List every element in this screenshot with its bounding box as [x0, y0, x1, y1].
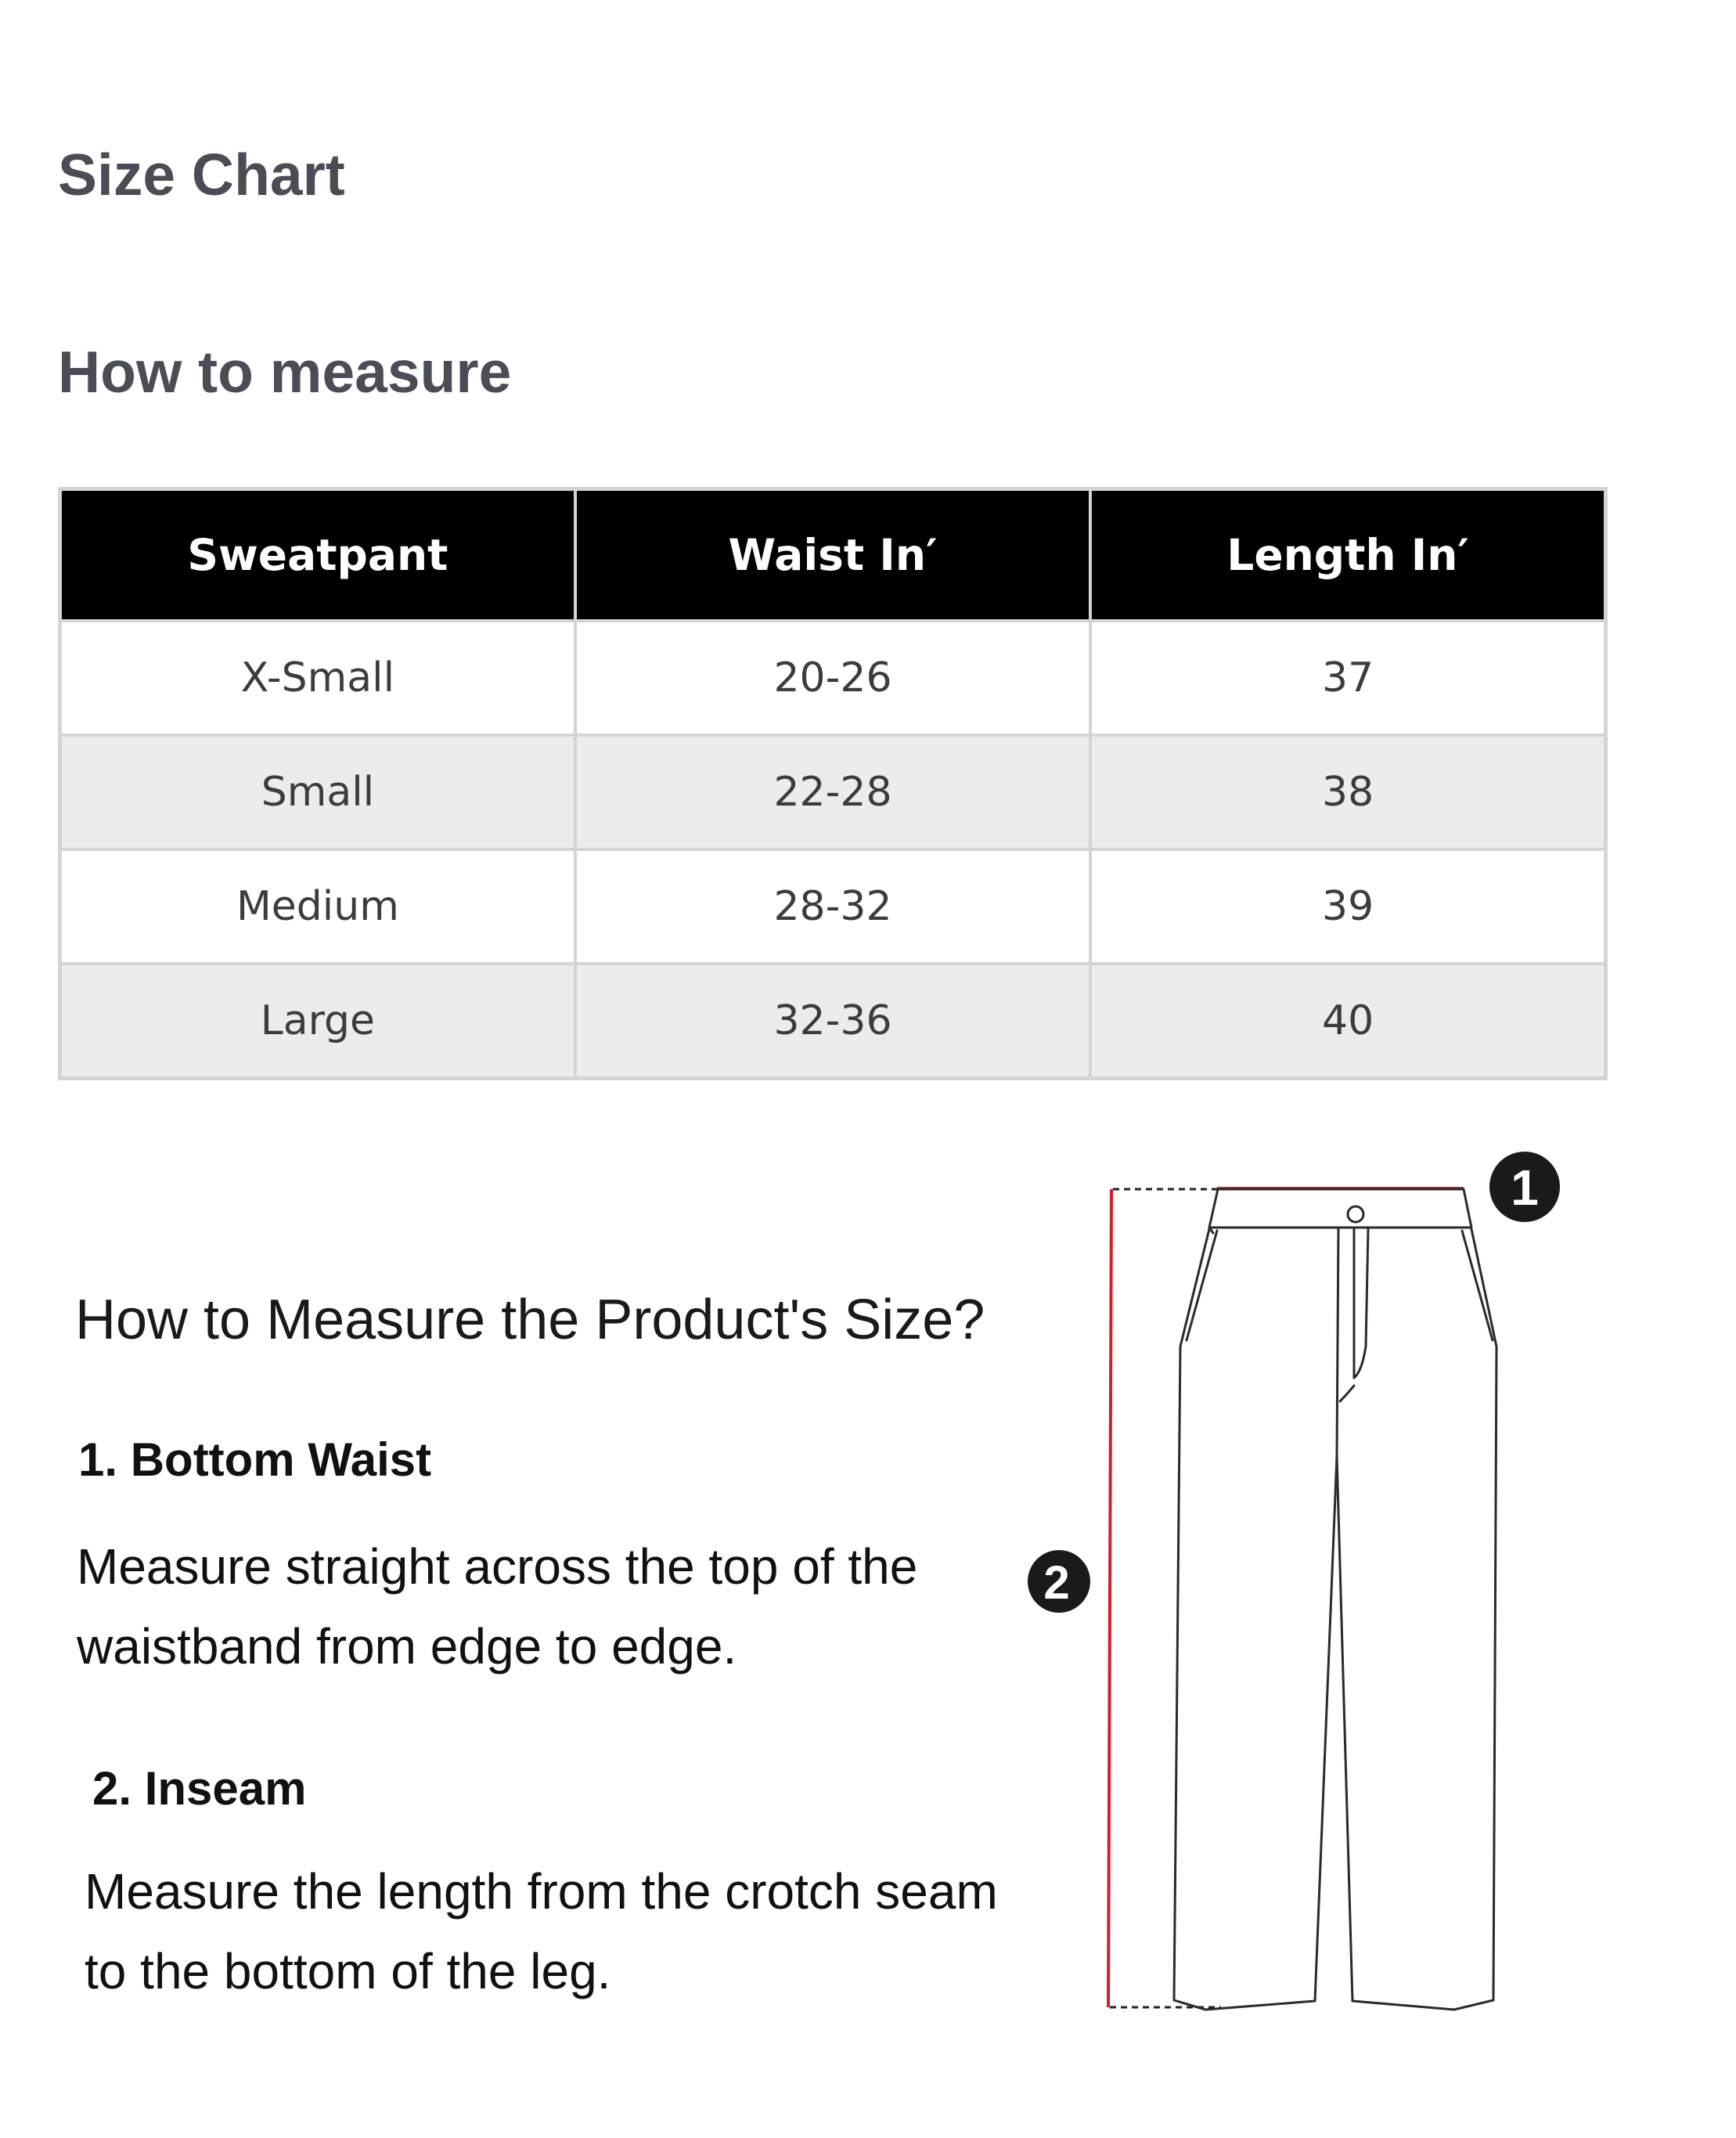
column-header-sweatpant: Sweatpant [60, 489, 575, 622]
measure-guide-heading: How to Measure the Product's Size? [75, 1289, 985, 1351]
marker-1-badge [1489, 1152, 1560, 1222]
waist-cell: 32-36 [575, 964, 1090, 1079]
step-waist-title: 1. Bottom Waist [78, 1433, 432, 1486]
column-header-waist: Waist In′ [575, 489, 1090, 622]
size-cell: Large [60, 964, 575, 1079]
pants-outline-icon [1174, 1189, 1496, 2010]
size-cell: Small [60, 735, 575, 849]
length-cell: 40 [1090, 964, 1605, 1079]
step-inseam-text-line1: Measure the length from the crotch seam [85, 1863, 998, 1920]
marker-1-label: 1 [1511, 1159, 1539, 1216]
length-cell: 38 [1090, 735, 1605, 849]
waist-cell: 22-28 [575, 735, 1090, 849]
length-cell: 37 [1090, 621, 1605, 735]
column-header-length: Length In′ [1090, 489, 1605, 622]
waist-cell: 28-32 [575, 849, 1090, 964]
step-waist-text-line2: waistband from edge to edge. [77, 1618, 737, 1675]
step-inseam-title: 2. Inseam [92, 1762, 307, 1815]
step-waist-text-line1: Measure straight across the top of the [77, 1538, 918, 1595]
table-row [60, 849, 1606, 964]
length-cell: 39 [1090, 849, 1605, 964]
table-header-row [60, 489, 1606, 622]
length-measure-line [1108, 1189, 1111, 2007]
size-table [58, 487, 1608, 1080]
step-inseam-text-line2: to the bottom of the leg. [85, 1943, 611, 1999]
pants-measurement-diagram [1017, 1143, 1597, 2035]
section-title: How to measure [58, 339, 512, 405]
size-cell: X-Small [60, 621, 575, 735]
table-row [60, 735, 1606, 849]
table-row [60, 964, 1606, 1079]
waist-cell: 20-26 [575, 621, 1090, 735]
page-title: Size Chart [58, 142, 345, 207]
size-cell: Medium [60, 849, 575, 964]
marker-2-badge [1028, 1550, 1090, 1613]
marker-2-label: 2 [1043, 1556, 1070, 1609]
table-row [60, 621, 1606, 735]
